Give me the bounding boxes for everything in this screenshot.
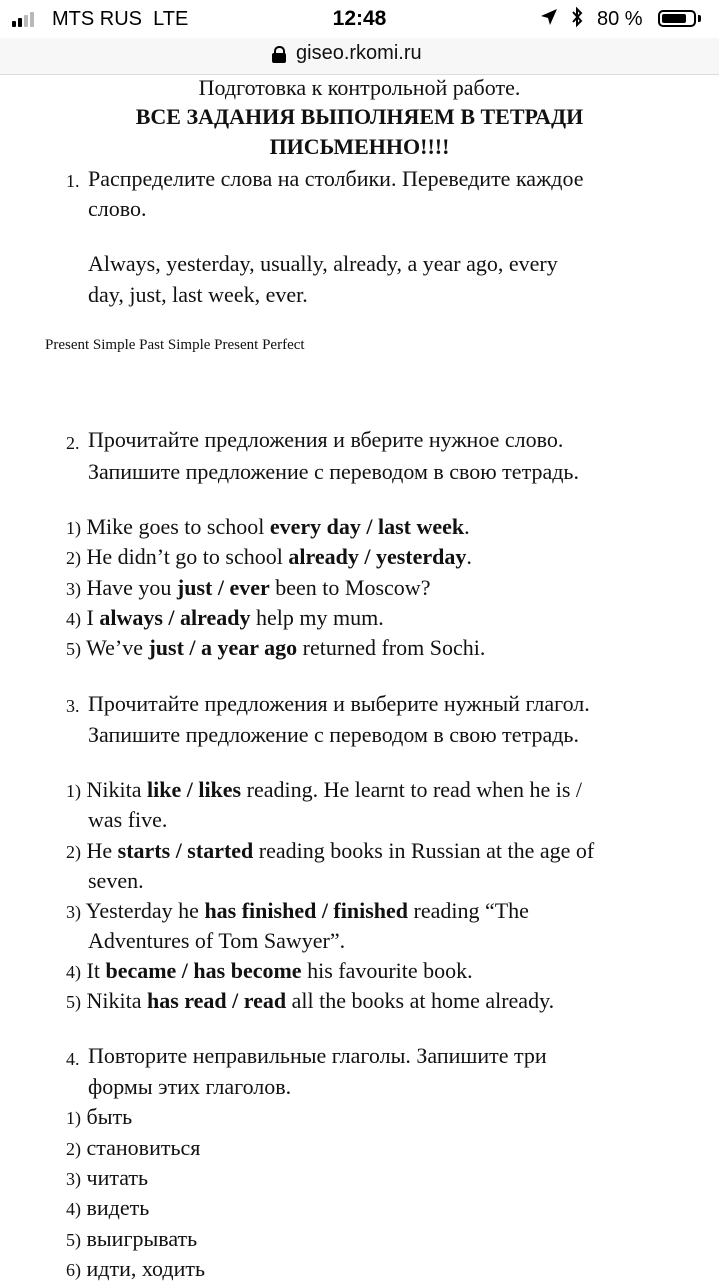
list-item: [66, 1194, 149, 1223]
item-text: I: [81, 605, 100, 630]
list-item: [66, 1134, 200, 1163]
item-text: видеть: [81, 1195, 150, 1220]
item-text: help my mum.: [250, 605, 384, 630]
item-number: 1): [66, 518, 81, 538]
url-text[interactable]: giseo.rkomi.ru: [296, 42, 422, 64]
list-item: [66, 634, 485, 663]
item-text: We’ve: [81, 635, 149, 660]
list-item: [66, 776, 582, 805]
item-choice: has read / read: [147, 988, 287, 1013]
item-text: читать: [81, 1165, 149, 1190]
item-number: 5): [66, 1230, 81, 1250]
item-text: his favourite book.: [301, 958, 473, 983]
item-number: 3): [66, 902, 81, 922]
task4-number: 4.: [66, 1049, 80, 1069]
carrier-label: MTS RUS LTE: [52, 8, 189, 30]
item-number: 2): [66, 842, 81, 862]
item-number: 3): [66, 1169, 81, 1189]
list-item-continuation: Adventures of Tom Sawyer”.: [88, 928, 346, 953]
bluetooth-icon: [570, 6, 584, 34]
item-number: 2): [66, 1139, 81, 1159]
task2-number: 2.: [66, 433, 80, 453]
item-choice: always / already: [99, 605, 251, 630]
list-item: [66, 513, 470, 542]
list-item: [66, 987, 554, 1016]
task3-instruction-line1: Прочитайте предложения и выберите нужный глагол.: [88, 691, 590, 716]
item-text: Yesterday he: [81, 898, 205, 923]
list-item: [66, 574, 430, 603]
item-number: 4): [66, 962, 81, 982]
item-number: 4): [66, 609, 81, 629]
list-item: [66, 897, 529, 926]
list-item-continuation: seven.: [88, 868, 144, 893]
list-item: [66, 1164, 148, 1193]
item-text: Have you: [81, 575, 177, 600]
item-number: 5): [66, 639, 81, 659]
item-choice: just / ever: [176, 575, 270, 600]
status-time: 12:48: [332, 7, 387, 30]
doc-title-line1: ВСЕ ЗАДАНИЯ ВЫПОЛНЯЕМ В ТЕТРАДИ: [135, 104, 584, 129]
item-text: It: [81, 958, 106, 983]
item-choice: became / has become: [105, 958, 302, 983]
network-type: LTE: [153, 8, 189, 30]
task1-instruction-line1: Распределите слова на столбики. Переведите каждое: [88, 166, 584, 191]
doc-title-line2: ПИСЬМЕННО!!!!: [269, 134, 450, 159]
item-text: выигрывать: [81, 1226, 198, 1251]
item-choice: like / likes: [147, 777, 242, 802]
task2-instruction-line2: Запишите предложение с переводом в свою тетрадь.: [88, 459, 579, 484]
item-text: all the books at home already.: [286, 988, 555, 1013]
item-text: He didn’t go to school: [81, 544, 289, 569]
task4-instruction-line2: формы этих глаголов.: [88, 1074, 292, 1099]
item-number: 1): [66, 1108, 81, 1128]
item-text: быть: [81, 1104, 133, 1129]
battery-nub: [698, 15, 701, 22]
task4-instruction-line1: Повторите неправильные глаголы. Запишите три: [88, 1043, 547, 1068]
item-number: 3): [66, 579, 81, 599]
item-text: returned from Sochi.: [297, 635, 486, 660]
battery-percent: 80 %: [597, 8, 643, 30]
item-text: reading “The: [408, 898, 529, 923]
task1-number: 1.: [66, 171, 80, 191]
item-text: .: [464, 514, 470, 539]
item-number: 5): [66, 992, 81, 1012]
item-choice: every day / last week: [269, 514, 465, 539]
item-choice: just / a year ago: [148, 635, 298, 660]
item-number: 4): [66, 1199, 81, 1219]
list-item-continuation: was five.: [88, 807, 168, 832]
list-item: [66, 543, 472, 572]
list-item: [66, 604, 384, 633]
item-text: идти, ходить: [81, 1256, 205, 1281]
item-text: Mike goes to school: [81, 514, 270, 539]
item-text: reading. He learnt to read when he is /: [241, 777, 582, 802]
item-number: 2): [66, 548, 81, 568]
battery-level-fill: [662, 14, 686, 23]
doc-heading: Подготовка к контрольной работе.: [198, 75, 521, 100]
task2-instruction-line1: Прочитайте предложения и вберите нужное слово.: [88, 427, 564, 452]
task3-instruction-line2: Запишите предложение с переводом в свою тетрадь.: [88, 722, 579, 747]
battery-icon: [658, 10, 696, 27]
item-text: становиться: [81, 1135, 201, 1160]
item-choice: already / yesterday: [288, 544, 467, 569]
task3-number: 3.: [66, 696, 80, 716]
item-number: 1): [66, 781, 81, 801]
list-item: [66, 957, 473, 986]
item-text: He: [81, 838, 118, 863]
item-text: Nikita: [81, 777, 147, 802]
list-item: [66, 837, 594, 866]
item-text: .: [466, 544, 472, 569]
task1-words-line1: Always, yesterday, usually, already, a year ago, every: [88, 251, 558, 276]
lock-icon: [272, 46, 286, 63]
task1-instruction-line2: слово.: [88, 196, 147, 221]
list-item: [66, 1225, 197, 1254]
item-choice: starts / started: [117, 838, 254, 863]
location-arrow-icon: [540, 8, 558, 32]
list-item: [66, 1103, 132, 1132]
item-number: 6): [66, 1260, 81, 1280]
item-choice: has finished / finished: [204, 898, 409, 923]
item-text: Nikita: [81, 988, 147, 1013]
status-bar: [0, 0, 719, 38]
task1-column-headers: Present Simple Past Simple Present Perfect: [45, 337, 305, 353]
address-bar[interactable]: [0, 38, 719, 75]
task1-words-line2: day, just, last week, ever.: [88, 282, 308, 307]
item-text: been to Moscow?: [269, 575, 431, 600]
item-text: reading books in Russian at the age of: [253, 838, 595, 863]
